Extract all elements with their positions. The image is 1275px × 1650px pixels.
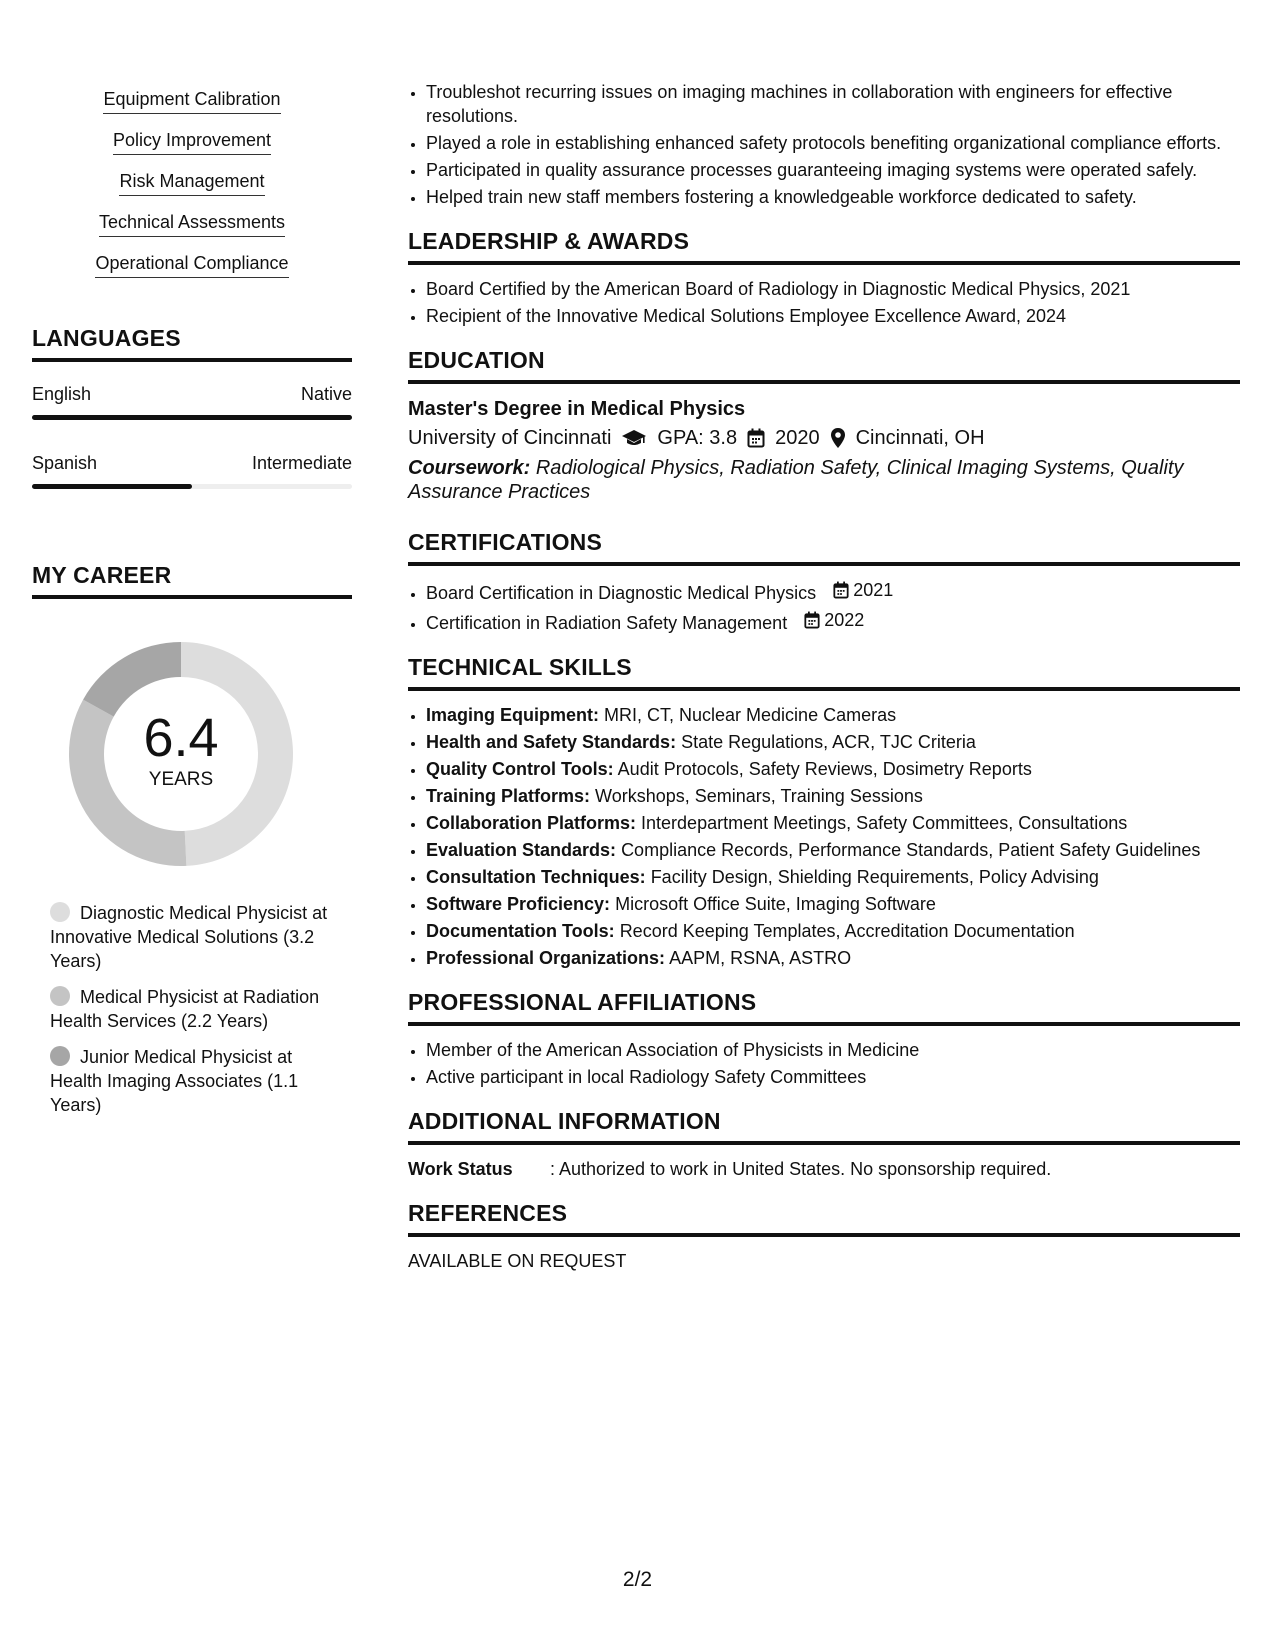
language-item: [32, 453, 352, 489]
work-status-label: Work Status: [408, 1159, 513, 1179]
skill-values: Interdepartment Meetings, Safety Committees, Consultations: [641, 813, 1128, 833]
skill-values: Facility Design, Shielding Requirements, Policy Advising: [650, 867, 1099, 887]
career-legend-item: [50, 1045, 330, 1117]
calendar-icon: [833, 581, 849, 599]
additional-info-heading: ADDITIONAL INFORMATION: [408, 1107, 1240, 1145]
skill-values: Record Keeping Templates, Accreditation Documentation: [619, 921, 1075, 941]
list-item: [426, 838, 1240, 862]
legend-dot-icon: [50, 902, 70, 922]
career-heading: MY CAREER: [32, 561, 352, 599]
skill-values: State Regulations, ACR, TJC Criteria: [681, 732, 976, 752]
languages-heading: LANGUAGES: [32, 324, 352, 362]
language-name: Spanish: [32, 453, 98, 473]
list-item: [426, 608, 1240, 635]
language-bar-fill: [32, 484, 192, 489]
certification-year: 2021: [853, 580, 894, 600]
affiliations-heading: PROFESSIONAL AFFILIATIONS: [408, 988, 1240, 1026]
language-level: Native: [300, 384, 352, 404]
skill-values: Audit Protocols, Safety Reviews, Dosimetry Reports: [617, 759, 1032, 779]
references-text: AVAILABLE ON REQUEST: [408, 1251, 627, 1271]
gpa: GPA: 3.8: [657, 427, 738, 449]
skill-category: Quality Control Tools:: [426, 759, 614, 779]
technical-skills-heading: TECHNICAL SKILLS: [408, 653, 1240, 691]
skill-tag: Technical Assessments: [99, 211, 285, 237]
leadership-heading: LEADERSHIP & AWARDS: [408, 227, 1240, 265]
work-status-value: : Authorized to work in United States. No sponsorship required.: [550, 1159, 1052, 1179]
list-item: • Member of the American Association of Physicists in Medicine: [426, 1038, 1240, 1062]
skill-tag: Operational Compliance: [95, 252, 288, 278]
language-item: [32, 384, 352, 420]
certification-year: 2022: [824, 610, 865, 630]
skill-values: AAPM, RSNA, ASTRO: [669, 948, 852, 968]
skill-category: Training Platforms:: [426, 786, 591, 806]
list-item: [426, 865, 1240, 889]
skill-category: Software Proficiency:: [426, 894, 611, 914]
skill-values: Workshops, Seminars, Training Sessions: [595, 786, 923, 806]
list-item: [426, 811, 1240, 835]
skill-values: Compliance Records, Performance Standards, Patient Safety Guidelines: [621, 840, 1201, 860]
school-name: University of Cincinnati: [408, 427, 612, 449]
language-bar: [32, 415, 352, 420]
list-item: • Participated in quality assurance processes guaranteeing imaging systems were operated safely.: [426, 158, 1240, 182]
references-heading: REFERENCES: [408, 1199, 1240, 1237]
graduation-cap-icon: [621, 428, 647, 448]
list-item: [426, 703, 1240, 727]
career-role-label: Junior Medical Physicist at Health Imaging Associates (1.1 Years): [50, 1047, 299, 1115]
list-item: • Recipient of the Innovative Medical Solutions Employee Excellence Award, 2024: [426, 304, 1240, 328]
coursework: [408, 456, 1240, 504]
calendar-icon: [804, 611, 820, 629]
certifications-heading: CERTIFICATIONS: [408, 528, 1240, 566]
language-name: English: [32, 384, 92, 404]
career-role-label: Diagnostic Medical Physicist at Innovative Medical Solutions (3.2 Years): [50, 903, 328, 971]
work-status-row: [408, 1157, 1240, 1181]
certification-name: Certification in Radiation Safety Management: [426, 613, 788, 633]
list-item: [426, 946, 1240, 970]
career-legend-item: [50, 985, 330, 1033]
skill-category: Professional Organizations:: [426, 948, 666, 968]
legend-dot-icon: [50, 986, 70, 1006]
skill-category: Imaging Equipment:: [426, 705, 599, 725]
education-meta: [408, 424, 1240, 452]
list-item: • Active participant in local Radiology Safety Committees: [426, 1065, 1240, 1089]
languages-section: [32, 324, 352, 489]
coursework-label: Coursework:: [408, 457, 531, 479]
sidebar: [32, 80, 352, 1129]
experience-bullets: [408, 80, 1240, 209]
main-content: [408, 80, 1240, 1273]
career-total-years: 6.4: [143, 708, 219, 768]
skill-category: Health and Safety Standards:: [426, 732, 677, 752]
certification-name: Board Certification in Diagnostic Medical Physics: [426, 583, 817, 603]
list-item: [426, 892, 1240, 916]
career-years-unit: YEARS: [148, 769, 214, 790]
coursework-list: Radiological Physics, Radiation Safety, Clinical Imaging Systems, Quality Assurance Practices: [408, 457, 1184, 503]
list-item: • Troubleshot recurring issues on imaging machines in collaboration with engineers for effective resolutions.: [426, 80, 1240, 128]
graduation-year: 2020: [775, 427, 820, 449]
list-item: [426, 730, 1240, 754]
list-item: [426, 757, 1240, 781]
list-item: [426, 784, 1240, 808]
certifications-list: [408, 578, 1240, 635]
language-bar: [32, 484, 352, 489]
calendar-icon: [747, 428, 765, 448]
career-section: [32, 561, 352, 1117]
skill-category: Consultation Techniques:: [426, 867, 646, 887]
skill-tag: Policy Improvement: [113, 129, 271, 155]
language-level: Intermediate: [251, 453, 352, 473]
career-role-label: Medical Physicist at Radiation Health Services (2.2 Years): [50, 987, 320, 1031]
legend-dot-icon: [50, 1046, 70, 1066]
degree-title: Master's Degree in Medical Physics: [408, 398, 746, 420]
page-number: 2/2: [622, 1568, 653, 1591]
career-donut-chart: [66, 639, 296, 869]
education-location: Cincinnati, OH: [855, 427, 985, 449]
skill-values: Microsoft Office Suite, Imaging Software: [615, 894, 936, 914]
list-item: [426, 578, 1240, 605]
language-bar-fill: [32, 415, 352, 420]
list-item: [426, 919, 1240, 943]
list-item: • Helped train new staff members fostering a knowledgeable workforce dedicated to safety.: [426, 185, 1240, 209]
education-heading: EDUCATION: [408, 346, 1240, 384]
list-item: • Board Certified by the American Board of Radiology in Diagnostic Medical Physics, 2021: [426, 277, 1240, 301]
technical-skills-list: [408, 703, 1240, 970]
skill-values: MRI, CT, Nuclear Medicine Cameras: [604, 705, 897, 725]
affiliations-list: [408, 1038, 1240, 1089]
skill-category: Evaluation Standards:: [426, 840, 617, 860]
career-legend: [32, 901, 352, 1117]
skill-tags: [32, 80, 352, 278]
skill-category: Collaboration Platforms:: [426, 813, 637, 833]
skill-category: Documentation Tools:: [426, 921, 615, 941]
career-legend-item: [50, 901, 330, 973]
skill-tag: Risk Management: [119, 170, 264, 196]
list-item: • Played a role in establishing enhanced safety protocols benefiting organizational compliance efforts.: [426, 131, 1240, 155]
skill-tag: Equipment Calibration: [103, 88, 280, 114]
map-pin-icon: [830, 427, 846, 449]
leadership-list: [408, 277, 1240, 328]
